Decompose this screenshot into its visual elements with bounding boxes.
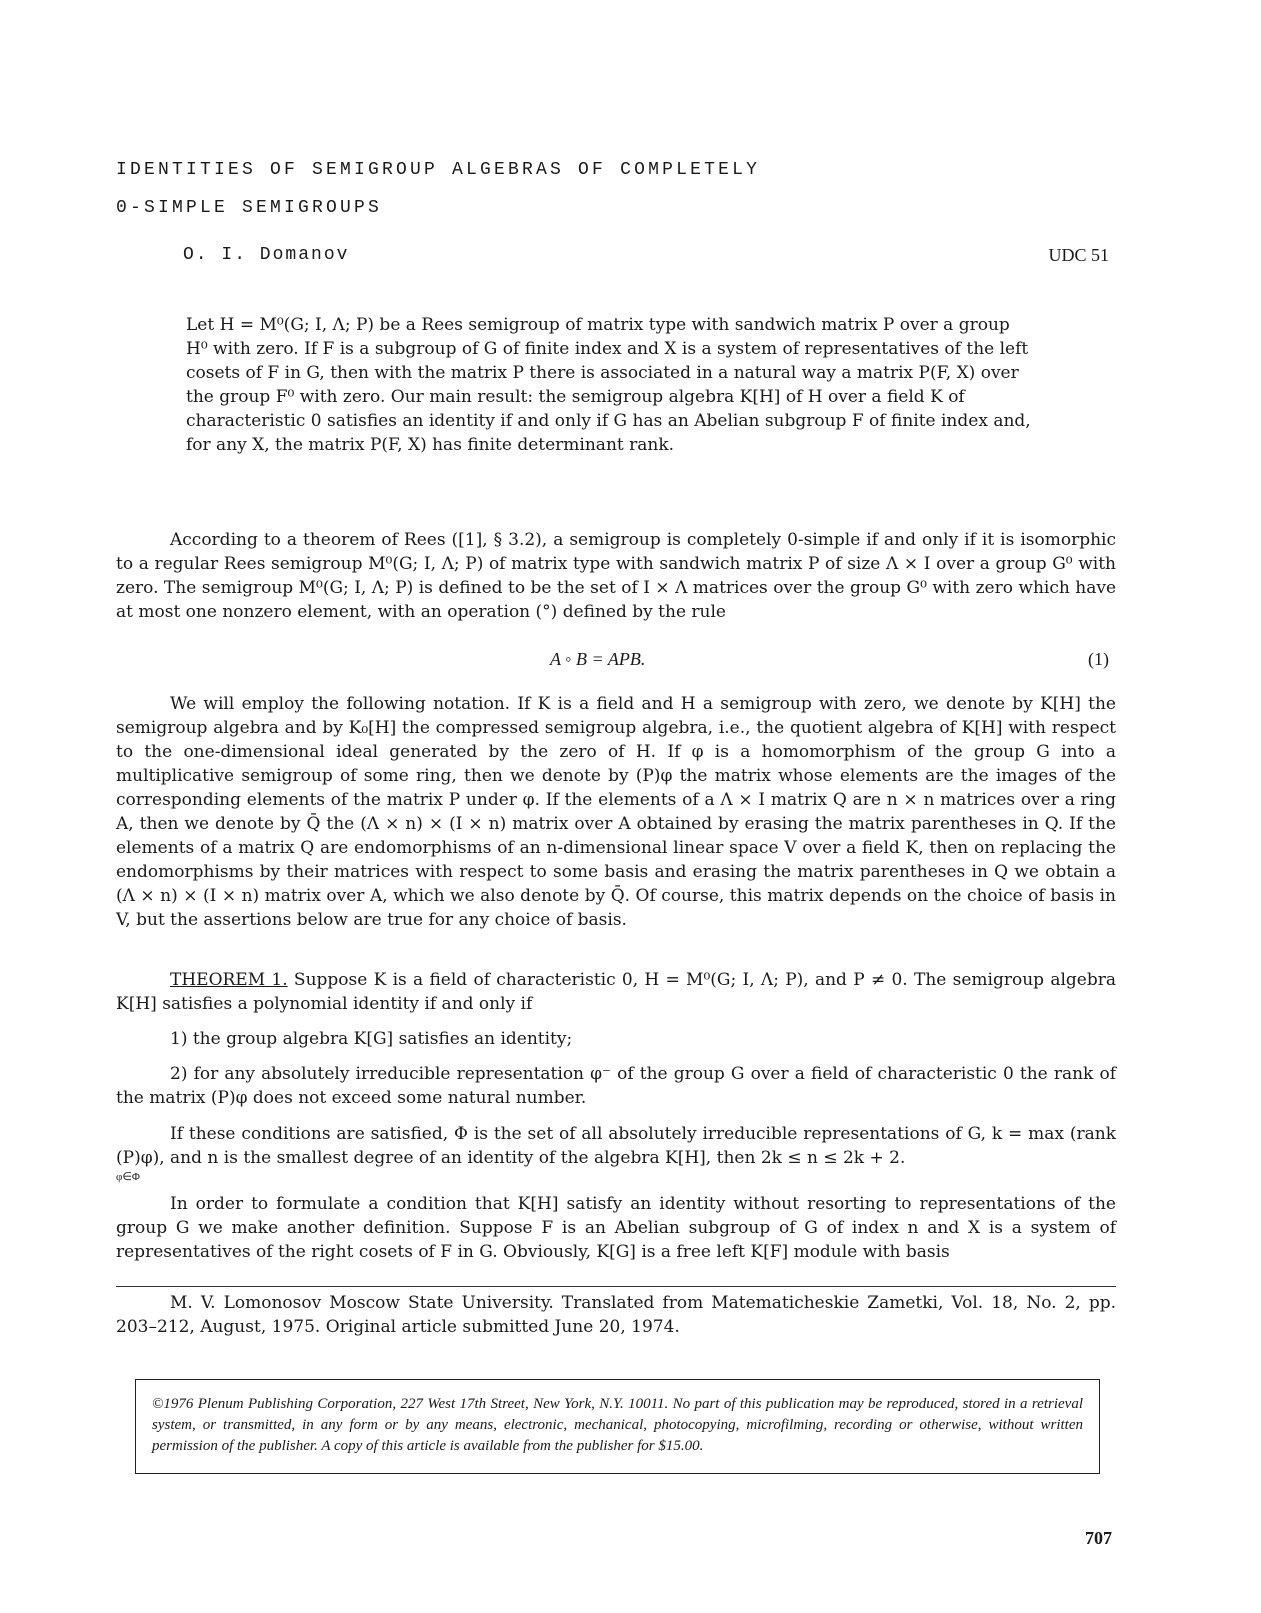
- udc-code: UDC 51: [1048, 245, 1109, 265]
- footnote-divider: [116, 1286, 1116, 1287]
- theorem-statement: [116, 968, 1116, 1016]
- max-subscript: φ∈Φ: [116, 1171, 140, 1183]
- footnote: [116, 1291, 1116, 1339]
- paragraph-text: We will employ the following notation. If K is a field and H a semigroup with zero, we denote by K[H] the semigroup algebra and by K₀[H] the compressed semigroup algebra, i.e., the quotient algebra of K[H] with respect to the one-dimensional ideal generated by the zero of H. If φ is a homomorphism of the group G into a multiplicative semigroup of some ring, then we denote by (P)φ the matrix whose elements are the images of the corresponding elements of the matrix P under φ. If the elements of a Λ × I matrix Q are n × n matrices over a ring A, then we denote by Q̄ the (Λ × n) × (I × n) matrix over A obtained by erasing the matrix parentheses in Q. If the elements of a matrix Q are endomorphisms of an n-dimensional linear space V over a field K, then on replacing the endomorphisms by their matrices with respect to some basis and erasing the matrix parentheses in Q we obtain a (Λ × n) × (I × n) matrix over A, which we also denote by Q̄. Of course, this matrix depends on the choice of basis in V, but the assertions below are true for any choice of basis.: [116, 694, 1116, 930]
- abstract: Let H = M⁰(G; I, Λ; P) be a Rees semigroup of matrix type with sandwich matrix P over a group H⁰ with zero. If F is a subgroup of G of finite index and X is a system of representatives of the left cosets of F in G, then with the matrix P there is associated in a natural way a matrix P(F, X) over the group F⁰ with zero. Our main result: the semigroup algebra K[H] of H over a field K of characteristic 0 satisfies an identity if and only if G has an Abelian subgroup F of finite index and, for any X, the matrix P(F, X) has finite determinant rank.: [186, 315, 1031, 455]
- paragraph-text: If these conditions are satisfied, Φ is the set of all absolutely irreducible representations of G, k = max (rank (P)φ), and n is the smallest degree of an identity of the algebra K[H], then 2k ≤ n ≤ 2k + 2.: [116, 1124, 1116, 1168]
- paragraph-definition: [116, 1192, 1116, 1264]
- condition-text: 2) for any absolutely irreducible representation φ⁻ of the group G over a field of characteristic 0 the rank of the matrix (P)φ does not exceed some natural number.: [116, 1064, 1116, 1108]
- equation-text: A ◦ B = APB.: [550, 649, 646, 669]
- theorem-text: Suppose K is a field of characteristic 0, H = M⁰(G; I, Λ; P), and P ≠ 0. The semigroup algebra K[H] satisfies a polynomial identity if and only if: [116, 970, 1116, 1014]
- author-name: O. I. Domanov: [183, 245, 350, 265]
- equation-number: (1): [1088, 649, 1109, 669]
- paragraph-text: In order to formulate a condition that K[H] satisfy an identity without resorting to representations of the group G we make another definition. Suppose F is an Abelian subgroup of G of index n and X is a system of representatives of the right cosets of F in G. Obviously, K[G] is a free left K[F] module with basis: [116, 1194, 1116, 1262]
- page-number: 707: [1085, 1528, 1112, 1548]
- paragraph-bounds: [116, 1122, 1116, 1170]
- paragraph-rees-theorem: [116, 528, 1116, 624]
- equation-1: [0, 647, 1261, 673]
- footnote-text: M. V. Lomonosov Moscow State University. Translated from Matematicheskie Zametki, Vol. 18, No. 2, pp. 203–212, August, 1975. Original article submitted June 20, 1974.: [116, 1293, 1116, 1337]
- condition-2: [116, 1062, 1116, 1110]
- condition-text: 1) the group algebra K[G] satisfies an identity;: [170, 1029, 573, 1049]
- copyright-text: ©1976 Plenum Publishing Corporation, 227 West 17th Street, New York, N.Y. 10011. No part of this publication may be reproduced, stored in a retrieval system, or transmitted, in any form or by any means, electronic, mechanical, photocopying, microfilming, recording or otherwise, without written permission of the publisher. A copy of this article is available from the publisher for $15.00.: [152, 1396, 1083, 1454]
- copyright-box: [135, 1379, 1100, 1474]
- condition-1: [116, 1027, 1116, 1051]
- paragraph-notation: [116, 692, 1116, 932]
- theorem-label: THEOREM 1.: [170, 970, 288, 990]
- theorem-1: [116, 968, 1116, 1016]
- title-line-2: 0-SIMPLE SEMIGROUPS: [116, 198, 383, 218]
- paragraph-text: According to a theorem of Rees ([1], § 3.2), a semigroup is completely 0-simple if and only if it is isomorphic to a regular Rees semigroup M⁰(G; I, Λ; P) of matrix type with sandwich matrix P of size Λ × I over a group G⁰ with zero. The semigroup M⁰(G; I, Λ; P) is defined to be the set of I × Λ matrices over the group G⁰ with zero which have at most one nonzero element, with an operation (°) defined by the rule: [116, 530, 1116, 622]
- title-line-1: IDENTITIES OF SEMIGROUP ALGEBRAS OF COMPLETELY: [116, 160, 761, 180]
